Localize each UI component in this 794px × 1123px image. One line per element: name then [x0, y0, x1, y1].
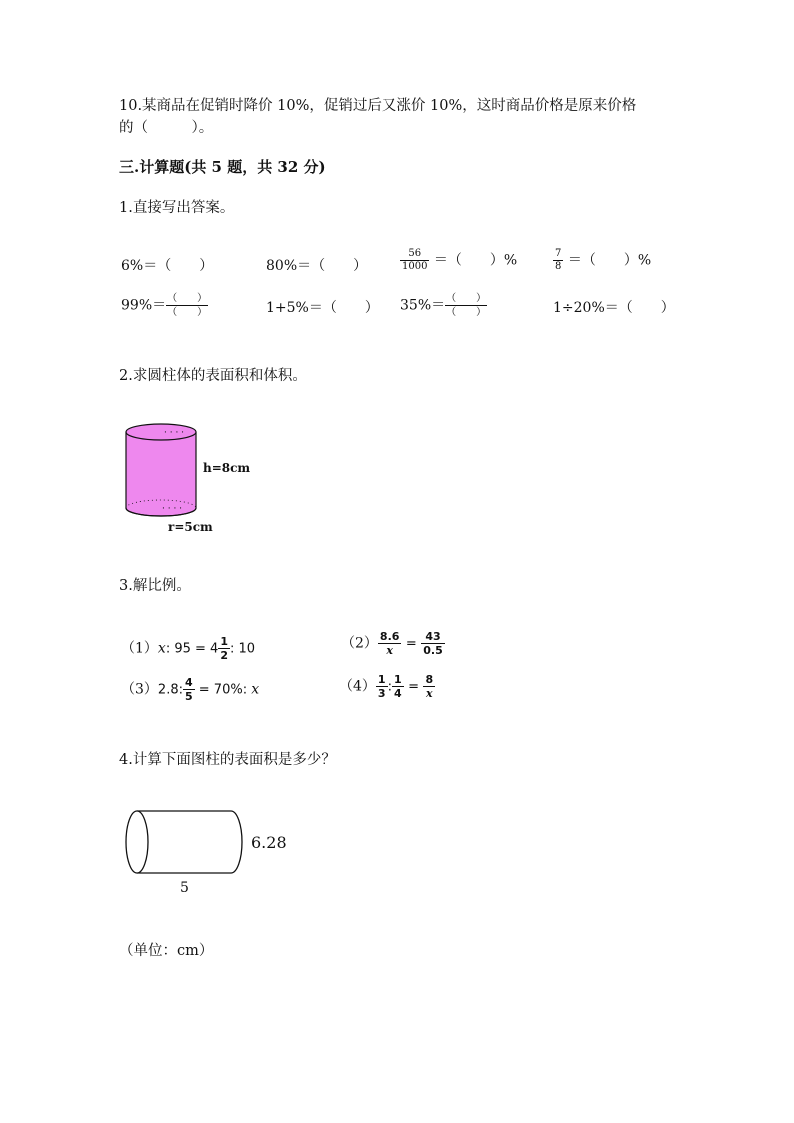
calc-3-title: 3.解比例。 — [119, 578, 191, 594]
fraction-numerator: 8.6 — [379, 630, 400, 643]
cylinder-left-face — [126, 811, 148, 873]
fraction-numerator: 1 — [220, 635, 228, 648]
calc-1-item-6: 1+5%＝（ ） — [266, 300, 379, 316]
question-10-line1: 10.某商品在促销时降价 10%，促销过后又涨价 10%，这时商品价格是原来价格 — [119, 98, 637, 114]
cylinder-body-overlay — [126, 432, 196, 508]
question-10-line2: 的（ ）。 — [119, 120, 214, 136]
blank-fraction — [445, 292, 487, 319]
blank-numerator: （ ） — [446, 293, 487, 304]
proportion-1-mid: : 95 = 4 — [165, 641, 219, 657]
fraction-8.6-x — [378, 630, 402, 657]
fraction-7-8 — [553, 248, 563, 273]
proportion-2-label: （2） — [341, 635, 378, 652]
radius-label: r=5cm — [168, 520, 213, 534]
fraction-denominator: 8 — [555, 261, 562, 272]
equals-sign: = — [408, 679, 419, 695]
calc-1-item-2: 80%＝（ ） — [266, 258, 368, 274]
calc-1-item-7 — [400, 292, 487, 319]
proportion-4 — [339, 673, 435, 700]
fraction-denominator: x — [386, 644, 393, 657]
circumference-label: 6.28 — [251, 833, 287, 852]
length-label: 5 — [180, 880, 189, 896]
height-label: h=8cm — [203, 461, 251, 475]
fraction-numerator: 56 — [400, 248, 429, 261]
proportion-4-label: （4） — [339, 678, 376, 695]
proportion-3-mid: = 70%: — [194, 682, 252, 698]
fraction-numerator: 43 — [421, 630, 445, 644]
proportion-3 — [121, 676, 259, 703]
unit-note: （单位：cm） — [119, 943, 214, 959]
fraction-denominator: x — [425, 687, 433, 700]
calc-1-item-4-tail: ＝（ ）% — [567, 252, 652, 269]
fraction-denominator: 5 — [184, 690, 193, 703]
calc-1-item-5 — [121, 292, 208, 319]
calc-2-title: 2.求圆柱体的表面积和体积。 — [119, 368, 307, 384]
fraction-numerator: 7 — [555, 248, 562, 259]
cylinder-top — [126, 424, 196, 440]
fraction-denominator: 1000 — [402, 261, 428, 272]
fraction-1-2 — [218, 635, 230, 662]
calc-1-title: 1.直接写出答案。 — [119, 200, 235, 216]
calc-1-item-1: 6%＝（ ） — [121, 258, 214, 274]
fraction-1-3 — [376, 673, 388, 700]
fraction-numerator: 1 — [377, 673, 386, 686]
fraction-denominator: 3 — [377, 687, 386, 700]
fraction-denominator: 4 — [393, 687, 402, 700]
fraction-1-4 — [392, 673, 404, 700]
proportion-3-start: 2.8: — [157, 682, 183, 698]
fraction-4-5 — [183, 676, 195, 703]
fraction-numerator: 4 — [184, 676, 193, 689]
fraction-denominator: 2 — [220, 649, 228, 662]
proportion-1 — [121, 635, 255, 662]
blank-numerator: （ ） — [167, 293, 208, 304]
blank-denominator: （ ） — [167, 307, 208, 318]
calc-1-item-3-tail: ＝（ ）% — [433, 252, 518, 269]
radius-dots-top: · · · · — [164, 428, 185, 438]
calc-4-title: 4.计算下面图柱的表面积是多少？ — [119, 752, 336, 768]
fraction-denominator: 0.5 — [423, 644, 443, 657]
calc-1-item-4 — [553, 248, 651, 273]
calc-1-item-5-pre: 99%＝ — [121, 297, 167, 314]
calc-1-item-7-pre: 35%＝ — [400, 297, 446, 314]
variable-x: x — [251, 681, 260, 698]
equals-sign: = — [405, 636, 417, 652]
fraction-8-x — [423, 673, 435, 700]
blank-denominator: （ ） — [446, 307, 487, 318]
cylinder-figure — [118, 418, 258, 543]
proportion-3-label: （3） — [121, 681, 158, 698]
fraction-56-1000 — [400, 248, 429, 273]
calc-1-item-3 — [400, 248, 517, 273]
colon: : — [387, 679, 392, 695]
radius-dots-bottom: · · · · — [162, 504, 183, 514]
fraction-43-0.5 — [421, 630, 445, 657]
calc-1-item-8: 1÷20%＝（ ） — [553, 300, 675, 316]
variable-x: x — [157, 640, 166, 657]
fraction-numerator: 8 — [425, 673, 434, 686]
horizontal-cylinder-figure — [118, 803, 298, 903]
proportion-1-label: （1） — [121, 640, 158, 657]
cylinder-right-face — [231, 811, 242, 873]
proportion-2 — [341, 630, 445, 657]
blank-fraction — [166, 292, 208, 319]
proportion-1-end: : 10 — [229, 641, 256, 657]
fraction-numerator: 1 — [393, 673, 402, 686]
section-heading: 三.计算题(共 5 题，共 32 分) — [119, 158, 326, 176]
